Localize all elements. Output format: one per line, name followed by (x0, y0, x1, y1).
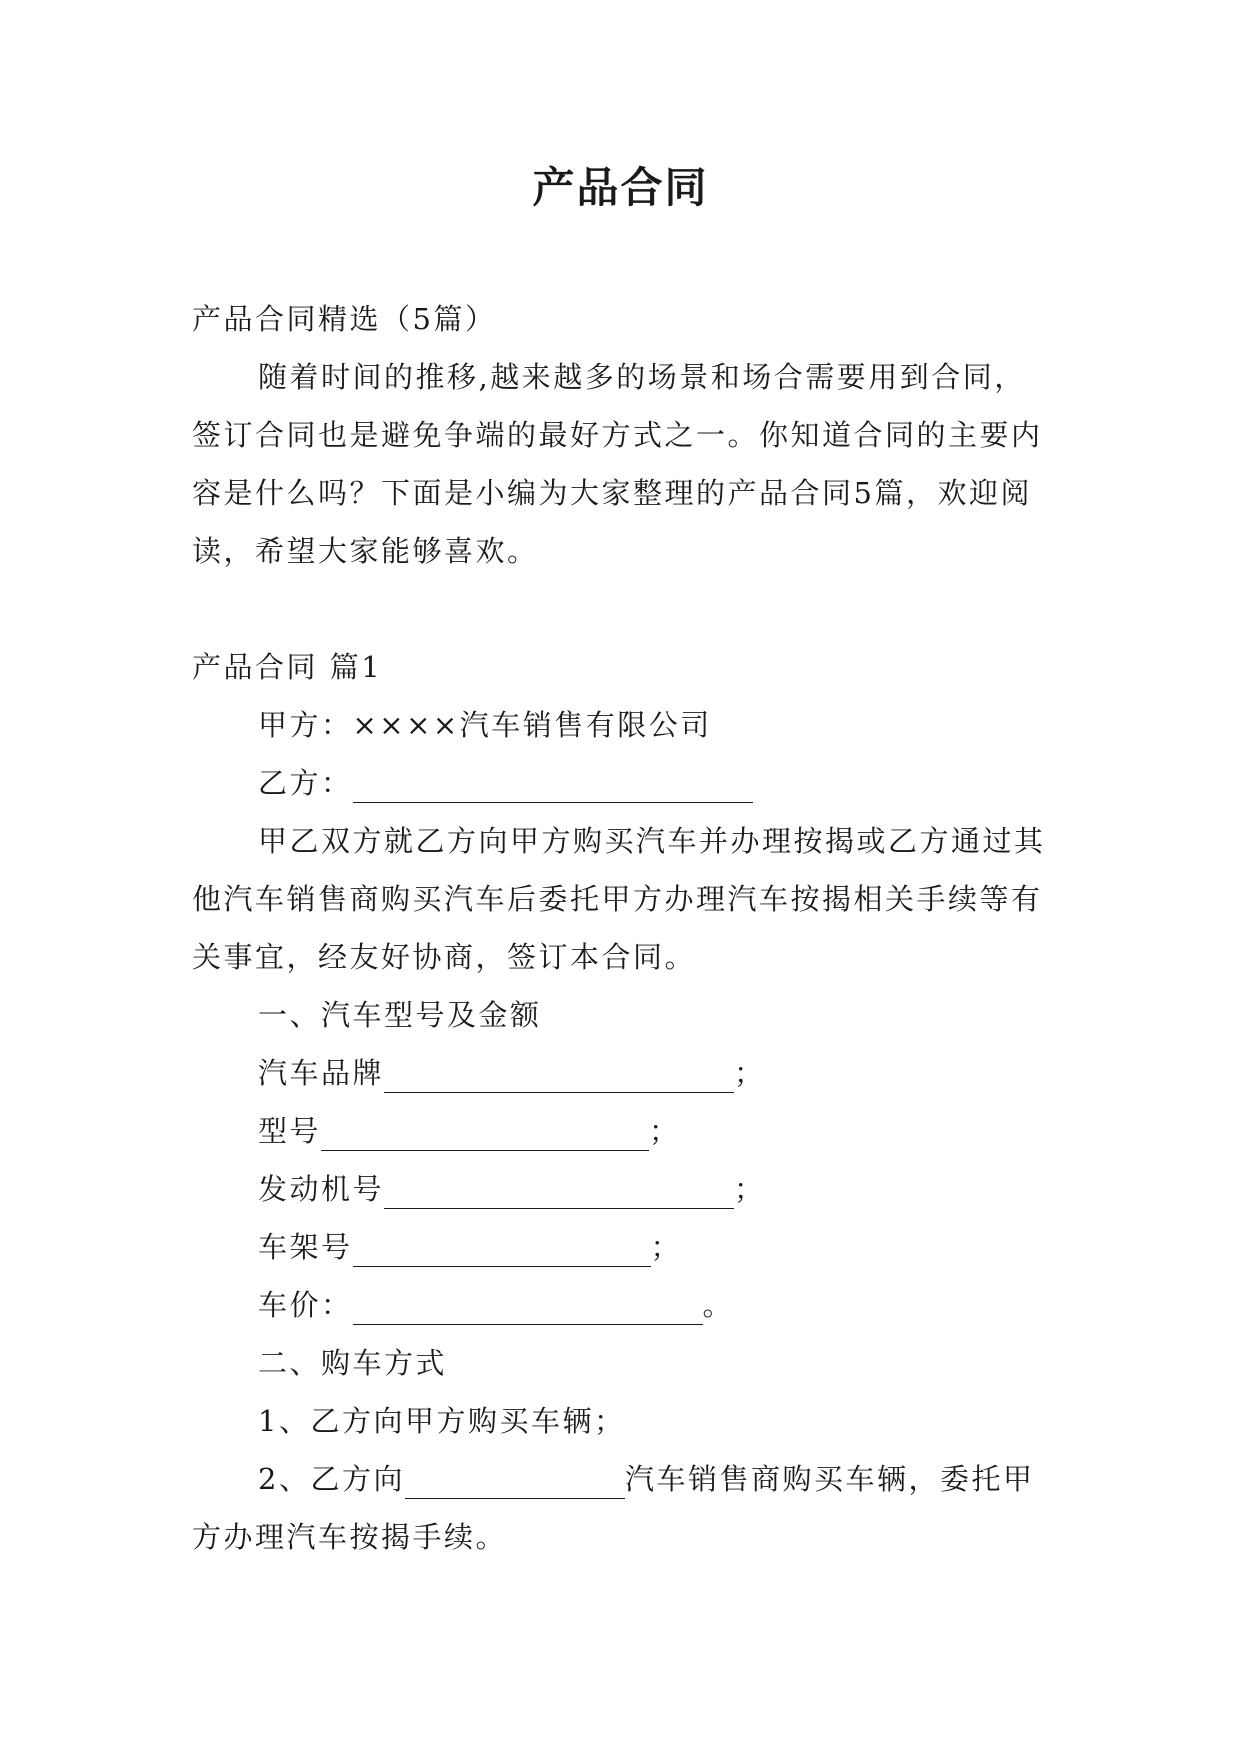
document-subtitle: 产品合同精选（5篇） (192, 302, 497, 336)
item-2 (192, 1450, 1052, 1566)
item-2-start: 2、乙方向 (258, 1462, 405, 1496)
document-title: 产品合同 (532, 163, 709, 212)
party-a-line: 甲方：××××汽车销售有限公司 (258, 708, 712, 742)
section-spacer (192, 580, 1052, 638)
clause1-heading: 一、汽车型号及金额 (258, 998, 542, 1032)
engine-line (192, 1160, 1052, 1218)
brand-line (192, 1044, 1052, 1102)
party-b-line (192, 754, 1052, 812)
engine-blank (384, 1172, 734, 1209)
party-b-label: 乙方： (258, 766, 353, 800)
brand-blank (384, 1056, 734, 1093)
engine-end: ； (734, 1172, 766, 1206)
price-label: 车价： (258, 1288, 353, 1322)
model-end: ； (649, 1114, 681, 1148)
preamble-paragraph: 甲乙双方就乙方向甲方购买汽车并办理按揭或乙方通过其他汽车销售商购买汽车后委托甲方办理汽车按揭相关手续等有关事宜，经友好协商，签订本合同。 (192, 824, 1046, 974)
engine-label: 发动机号 (258, 1172, 385, 1206)
item-2-end: 汽车销售商购买车辆，委托甲方办理汽车按揭手续。 (192, 1462, 1035, 1554)
brand-end: ； (734, 1056, 766, 1090)
model-line (192, 1102, 1052, 1160)
price-end: 。 (702, 1288, 735, 1322)
item-1: 1、乙方向甲方购买车辆； (258, 1404, 626, 1438)
frame-end: ； (650, 1230, 683, 1264)
document-body (192, 290, 1052, 1566)
intro-paragraph: 随着时间的推移,越来越多的场景和场合需要用到合同，签订合同也是避免争端的最好方式之一。你知道合同的主要内容是什么吗？下面是小编为大家整理的产品合同5篇，欢迎阅读，希望大家能够喜欢。 (192, 360, 1043, 568)
price-line (192, 1276, 1052, 1334)
frame-line (192, 1218, 1052, 1276)
price-blank (353, 1288, 703, 1325)
clause2-heading: 二、购车方式 (258, 1346, 448, 1380)
model-label: 型号 (258, 1114, 322, 1148)
model-blank (321, 1114, 649, 1151)
frame-blank (353, 1230, 651, 1267)
party-b-blank (353, 766, 753, 803)
brand-label: 汽车品牌 (258, 1056, 385, 1090)
item-2-blank (405, 1462, 625, 1499)
frame-label: 车架号 (258, 1230, 353, 1264)
section-heading: 产品合同 篇1 (192, 650, 383, 684)
